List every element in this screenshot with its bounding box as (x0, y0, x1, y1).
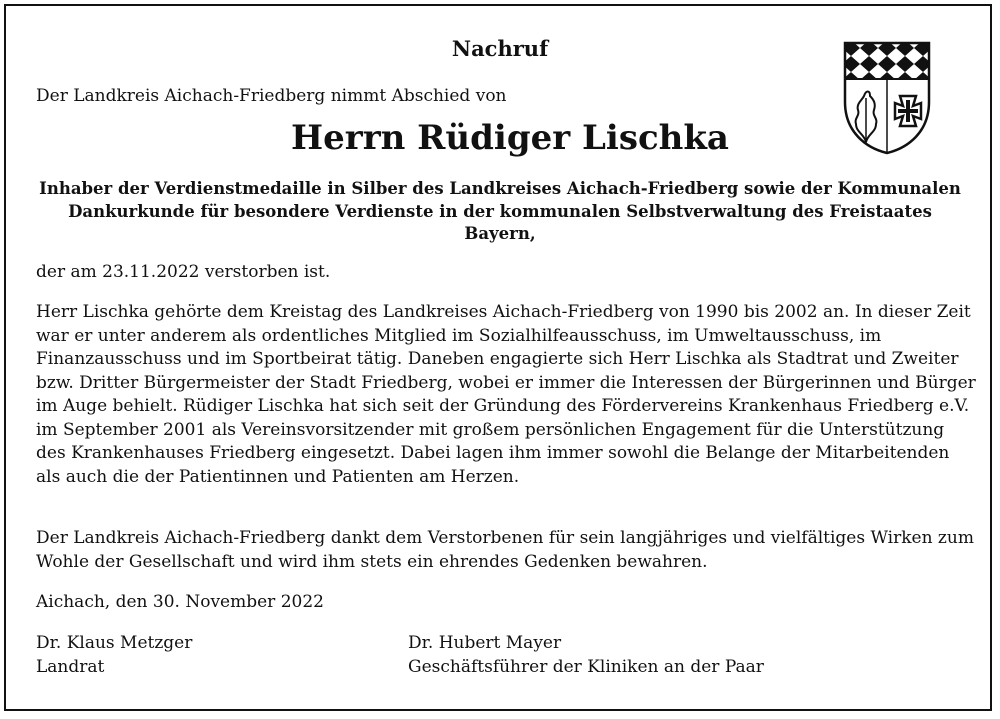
intro-line: Der Landkreis Aichach-Friedberg nimmt Abschied von (36, 86, 507, 106)
biography-paragraph: Herr Lischka gehörte dem Kreistag des Landkreises Aichach-Friedberg von 1990 bis 2002 an. In dieser Zeit war er unter anderem als ordentliches Mitglied im Sozialhilfeausschuss, im Umweltausschuss, im Finanzausschuss und im Sportbeirat tätig. Daneben engagierte sich Herr Lischka als Stadtrat und Zweiter bzw. Dritter Bürgermeister der Stadt Friedberg, wobei er immer die Interessen der Bürgerinnen und Bürger im Auge behielt. Rüdiger Lischka hat sich seit der Gründung des Fördervereins Krankenhaus Friedberg e.V. im September 2001 als Vereinsvorsitzender mit großem persönlichen Engagement für die Unterstützung des Krankenhauses Friedberg eingesetzt. Dabei lagen ihm immer sowohl die Belange der Mitarbeitenden als auch die der Patientinnen und Patienten am Herzen. (36, 302, 976, 487)
notice-heading: Nachruf (451, 36, 549, 61)
signatory-name: Dr. Klaus Metzger (36, 633, 193, 653)
signature-block-right (408, 632, 764, 679)
death-date-line: der am 23.11.2022 verstorben ist. (36, 262, 331, 282)
thanks-paragraph: Der Landkreis Aichach-Friedberg dankt dem Verstorbenen für sein langjähriges und vielfältiges Wirken zum Wohle der Gesellschaft und wird ihm stets ein ehrendes Gedenken bewahren. (36, 528, 974, 572)
coat-of-arms-icon (842, 40, 932, 156)
place-date-line: Aichach, den 30. November 2022 (36, 592, 324, 612)
honors-paragraph: Inhaber der Verdienstmedaille in Silber des Landkreises Aichach-Friedberg sowie der Kommunalen Dankurkunde für besondere Verdienste in der kommunalen Selbstverwaltung des Freistaates Bayern, (39, 179, 961, 243)
signatory-name: Dr. Hubert Mayer (408, 633, 562, 653)
signature-block-left (36, 632, 192, 679)
signatory-title: Landrat (36, 656, 105, 677)
signatory-title: Geschäftsführer der Kliniken an der Paar (408, 656, 764, 677)
deceased-name: Herrn Rüdiger Lischka (291, 118, 729, 158)
